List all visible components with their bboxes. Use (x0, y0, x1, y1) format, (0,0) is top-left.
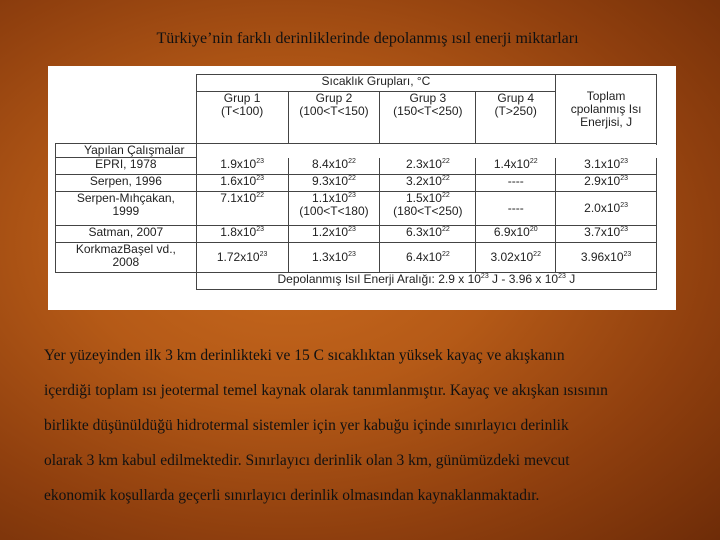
value-cell: $1.9x10^{23}$ (196, 158, 288, 175)
value-cell: $1.3x10^{23}$ (288, 243, 380, 273)
table-footer-row (56, 273, 657, 290)
body-paragraph (44, 338, 694, 513)
group-4-header: Grup 4 (T>250) (476, 92, 556, 144)
value-cell: $9.3x10^{22}$ (288, 175, 380, 192)
value-cell: $1.6x10^{23}$ (196, 175, 288, 192)
value-cell: $1.1x10^{23}$ (100<T<180) (288, 192, 380, 226)
value-cell: $1.2x10^{23}$ (288, 226, 380, 243)
table-header-row-1 (56, 75, 657, 92)
value-cell: $3.02x10^{22}$ (476, 243, 556, 273)
table-row (56, 192, 657, 226)
value-cell: $1.5x10^{22}$ (180<T<250) (380, 192, 476, 226)
value-cell: $1.72x10^{23}$ (196, 243, 288, 273)
value-cell: ---- (476, 175, 556, 192)
paragraph-line: birlikte düşünüldüğü hidrotermal sistemler için yer kabuğu içinde sınırlayıcı derinlik (44, 417, 569, 434)
value-cell: $2.9x10^{23}$ (556, 175, 657, 192)
slide-title: Türkiye’nin farklı derinliklerinde depolanmış ısıl enerji miktarları (156, 30, 579, 47)
paragraph-line: olarak 3 km kabul edilmektedir. Sınırlayıcı derinlik olan 3 km, günümüzdeki mevcut (44, 452, 570, 469)
table-row (56, 175, 657, 192)
table-row (56, 158, 657, 175)
value-cell: $3.2x10^{22}$ (380, 175, 476, 192)
value-cell: $3.1x10^{23}$ (556, 158, 657, 175)
study-cell: Serpen-Mıhçakan, 1999 (56, 192, 197, 226)
group-1-header: Grup 1 (T<100) (196, 92, 288, 144)
total-energy-header: Toplam cpolanmış Isı Enerjisi, J (556, 75, 657, 144)
value-cell: $7.1x10^{22}$ (196, 192, 288, 226)
group-3-header: Grup 3 (150<T<250) (380, 92, 476, 144)
table-row (56, 243, 657, 273)
energy-table (55, 74, 657, 290)
value-cell: ---- (476, 192, 556, 226)
studies-header: Yapılan Çalışmalar (56, 144, 197, 158)
value-cell: $6.4x10^{22}$ (380, 243, 476, 273)
study-cell: KorkmazBaşel vd., 2008 (56, 243, 197, 273)
table-panel (48, 66, 676, 310)
group-2-header: Grup 2 (100<T<150) (288, 92, 380, 144)
study-cell: Serpen, 1996 (56, 175, 197, 192)
value-cell: $2.3x10^{22}$ (380, 158, 476, 175)
value-cell: $1.8x10^{23}$ (196, 226, 288, 243)
paragraph-line: Yer yüzeyinden ilk 3 km derinlikteki ve 15 C sıcaklıktan yüksek kayaç ve akışkanın (44, 347, 565, 364)
value-cell: $8.4x10^{22}$ (288, 158, 380, 175)
study-cell: EPRI, 1978 (56, 158, 197, 175)
value-cell: $6.9x10^{20}$ (476, 226, 556, 243)
paragraph-line: ekonomik koşullarda geçerli sınırlayıcı derinlik olmasından kaynaklanmaktadır. (44, 487, 540, 504)
value-cell: $3.7x10^{23}$ (556, 226, 657, 243)
table-row (56, 144, 657, 158)
energy-range-footer: Depolanmış Isıl Enerji Aralığı: 2.9 x $10^{23}$ J - 3.96 x $10^{23}$ J (196, 273, 656, 290)
paragraph-line: içerdiği toplam ısı jeotermal temel kaynak olarak tanımlanmıştır. Kayaç ve akışkan ısısının (44, 382, 608, 399)
study-cell: Satman, 2007 (56, 226, 197, 243)
value-cell: $6.3x10^{22}$ (380, 226, 476, 243)
value-cell: $1.4x10^{22}$ (476, 158, 556, 175)
temperature-groups-header: Sıcaklık Grupları, °C (196, 75, 555, 92)
table-row (56, 226, 657, 243)
value-cell: $3.96x10^{23}$ (556, 243, 657, 273)
value-cell: $2.0x10^{23}$ (556, 192, 657, 226)
